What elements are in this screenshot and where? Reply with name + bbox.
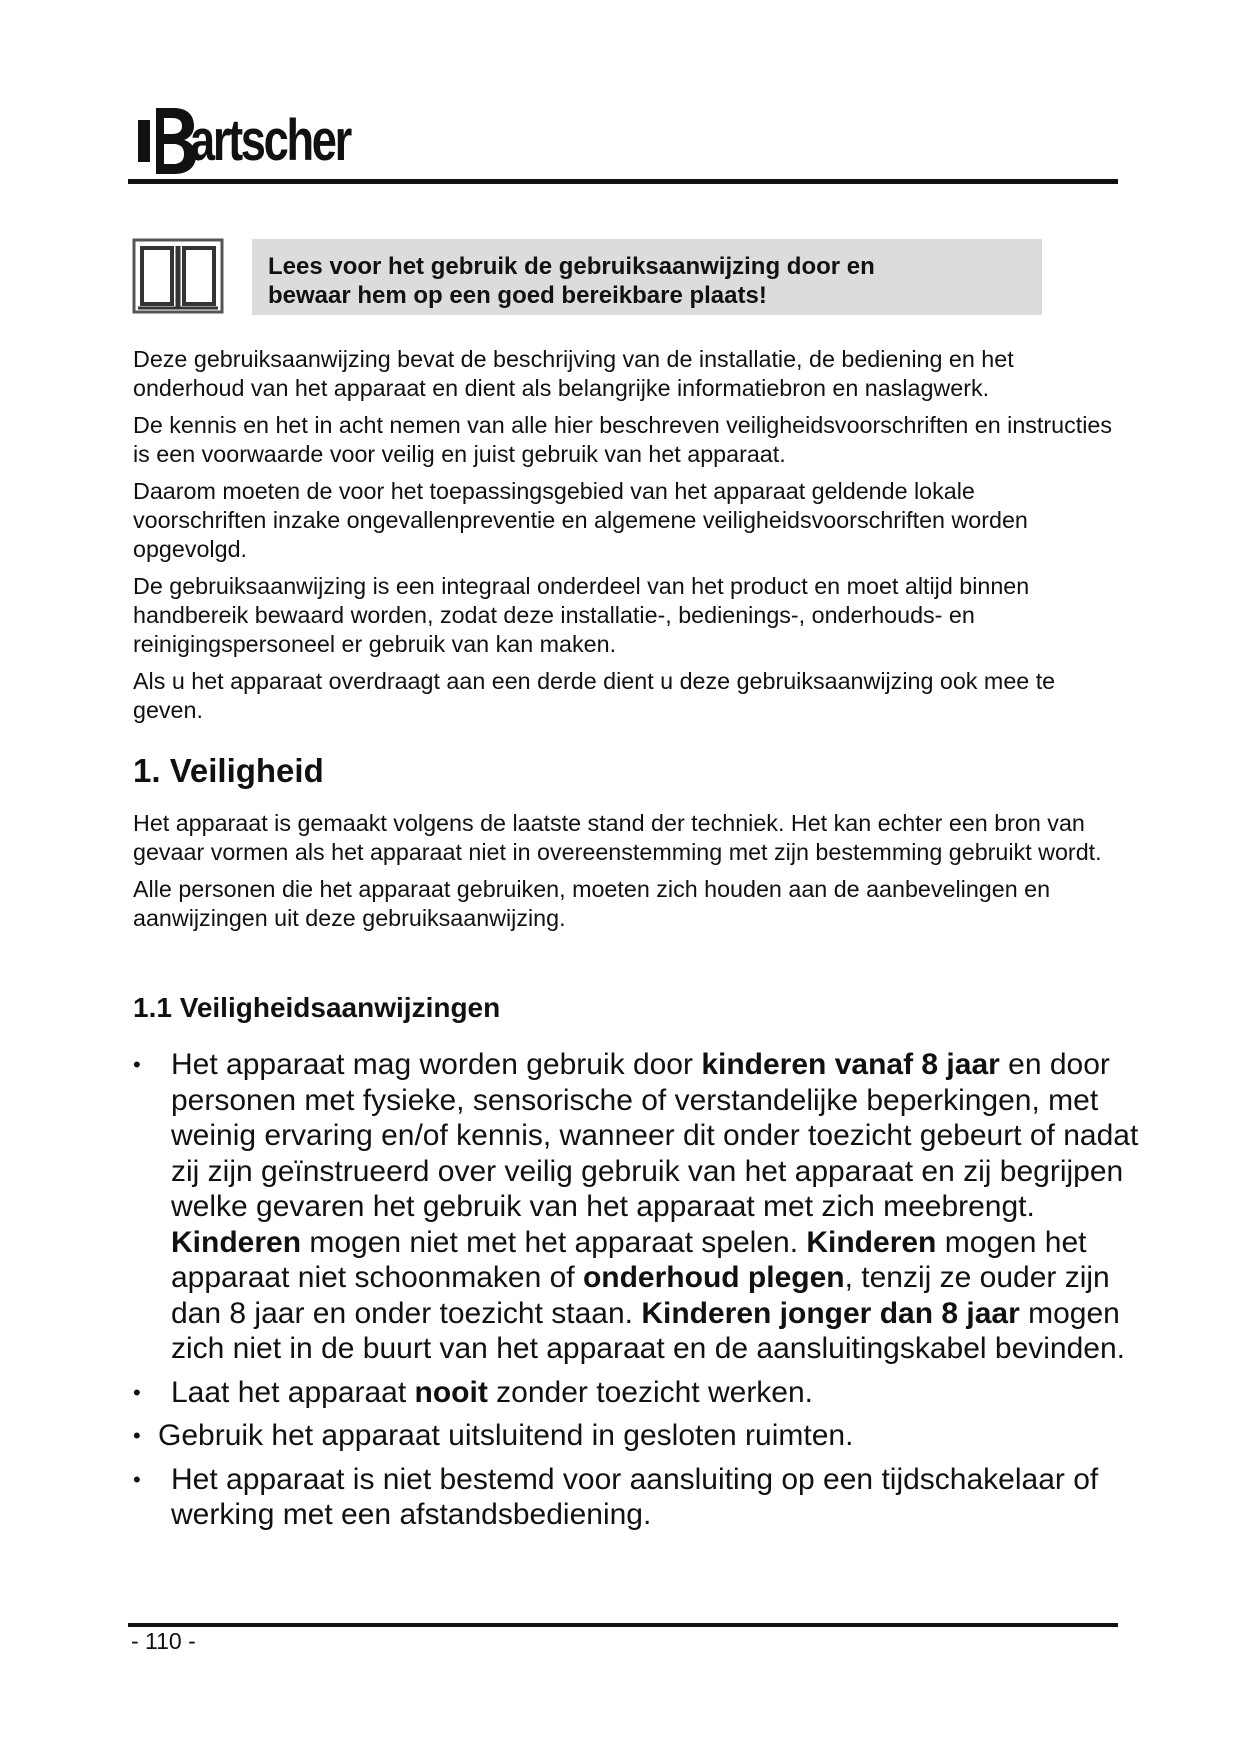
list-text: Het apparaat is niet bestemd voor aansluiting op een tijdschakelaar of werking met een afstandsbediening. xyxy=(171,1462,1099,1531)
list-emphasis: kinderen vanaf 8 jaar xyxy=(701,1048,1000,1081)
list-text: Laat het apparaat xyxy=(171,1375,415,1409)
safety-text xyxy=(133,809,1113,941)
list-emphasis: Kinderen xyxy=(171,1225,302,1259)
notice-box xyxy=(252,239,1042,315)
safety-paragraph: Alle personen die het apparaat gebruiken, moeten zich houden aan de aanbevelingen en aanwijzingen uit deze gebruiksaanwijzing. xyxy=(133,876,1051,931)
list-emphasis: Kinderen xyxy=(806,1225,937,1259)
intro-paragraph: De gebruiksaanwijzing is een integraal onderdeel van het product en moet altijd binnen handbereik bewaard worden, zodat deze installatie-, bedienings-, onderhouds- en reinigingspersoneel er gebruik van kan maken. xyxy=(133,573,1030,657)
safety-instructions-list xyxy=(133,1047,1143,1541)
header-rule xyxy=(128,179,1118,184)
list-text: mogen niet met het apparaat spelen. xyxy=(301,1225,807,1259)
bullet-icon: • xyxy=(133,1052,141,1077)
list-text: en door personen met fysieke, sensorische of verstandelijke beperkingen, met weinig ervaring en/of kennis, wanneer dit onder toezicht gebeurt of nadat zij zijn geïnstrueerd over veilig gebruik van het apparaat en zij begrijpen welke gevaren het gebruik van het apparaat met zich meebrengt. xyxy=(171,1048,1139,1223)
section-heading-veiligheid: 1. Veiligheid xyxy=(133,752,324,789)
intro-paragraph: De kennis en het in acht nemen van alle hier beschreven veiligheidsvoorschriften en instructies is een voorwaarde voor veilig en juist gebruik van het apparaat. xyxy=(133,412,1113,467)
list-item xyxy=(133,1418,1143,1454)
intro-paragraph: Daarom moeten de voor het toepassingsgebied van het apparaat geldende lokale voorschriften inzake ongevallenpreventie en algemene veiligheidsvoorschriften worden opgevolgd. xyxy=(133,478,1028,562)
bartscher-logo xyxy=(134,100,395,180)
list-emphasis: Kinderen jonger dan 8 jaar xyxy=(641,1296,1020,1330)
list-text: Het apparaat mag worden gebruik door xyxy=(171,1048,702,1081)
list-text: zonder toezicht werken. xyxy=(487,1375,814,1409)
bullet-icon: • xyxy=(133,1379,141,1405)
list-item xyxy=(133,1375,1143,1411)
safety-paragraph: Het apparaat is gemaakt volgens de laatste stand der techniek. Het kan echter een bron van gevaar vormen als het apparaat niet in overeenstemming met zijn bestemming gebruikt wordt. xyxy=(133,810,1102,865)
list-emphasis: nooit xyxy=(414,1375,488,1409)
intro-text xyxy=(133,345,1113,733)
list-text: mogen zich niet in de buurt van het apparaat en de aansluitingskabel bevinden. xyxy=(171,1296,1126,1365)
bullet-icon: • xyxy=(133,1423,141,1448)
list-text: , tenzij ze ouder zijn dan 8 jaar en onder toezicht staan. xyxy=(171,1261,1110,1330)
page-number: - 110 - xyxy=(131,1628,196,1654)
intro-paragraph: Deze gebruiksaanwijzing bevat de beschrijving van de installatie, de bediening en het onderhoud van het apparaat en dient als belangrijke informatiebron en naslagwerk. xyxy=(133,346,1014,401)
logo-b-mark-icon xyxy=(134,104,196,176)
open-book-icon xyxy=(132,238,224,314)
bullet-icon: • xyxy=(133,1466,141,1492)
notice-line-2: bewaar hem op een goed bereikbare plaats! xyxy=(268,282,767,309)
notice-line-1: Lees voor het gebruik de gebruiksaanwijzing door en xyxy=(268,253,875,280)
logo-text: artscher xyxy=(190,107,350,173)
list-text: Gebruik het apparaat uitsluitend in gesloten ruimten. xyxy=(158,1419,854,1452)
list-text: mogen het apparaat niet schoonmaken of xyxy=(171,1225,1087,1294)
list-item xyxy=(133,1047,1143,1367)
list-emphasis: onderhoud plegen xyxy=(582,1261,845,1294)
subsection-heading-veiligheidsaanwijzingen: 1.1 Veiligheidsaanwijzingen xyxy=(133,992,501,1023)
list-item xyxy=(133,1462,1143,1533)
footer-rule xyxy=(128,1623,1118,1627)
intro-paragraph: Als u het apparaat overdraagt aan een derde dient u deze gebruiksaanwijzing ook mee te geven. xyxy=(133,668,1056,723)
